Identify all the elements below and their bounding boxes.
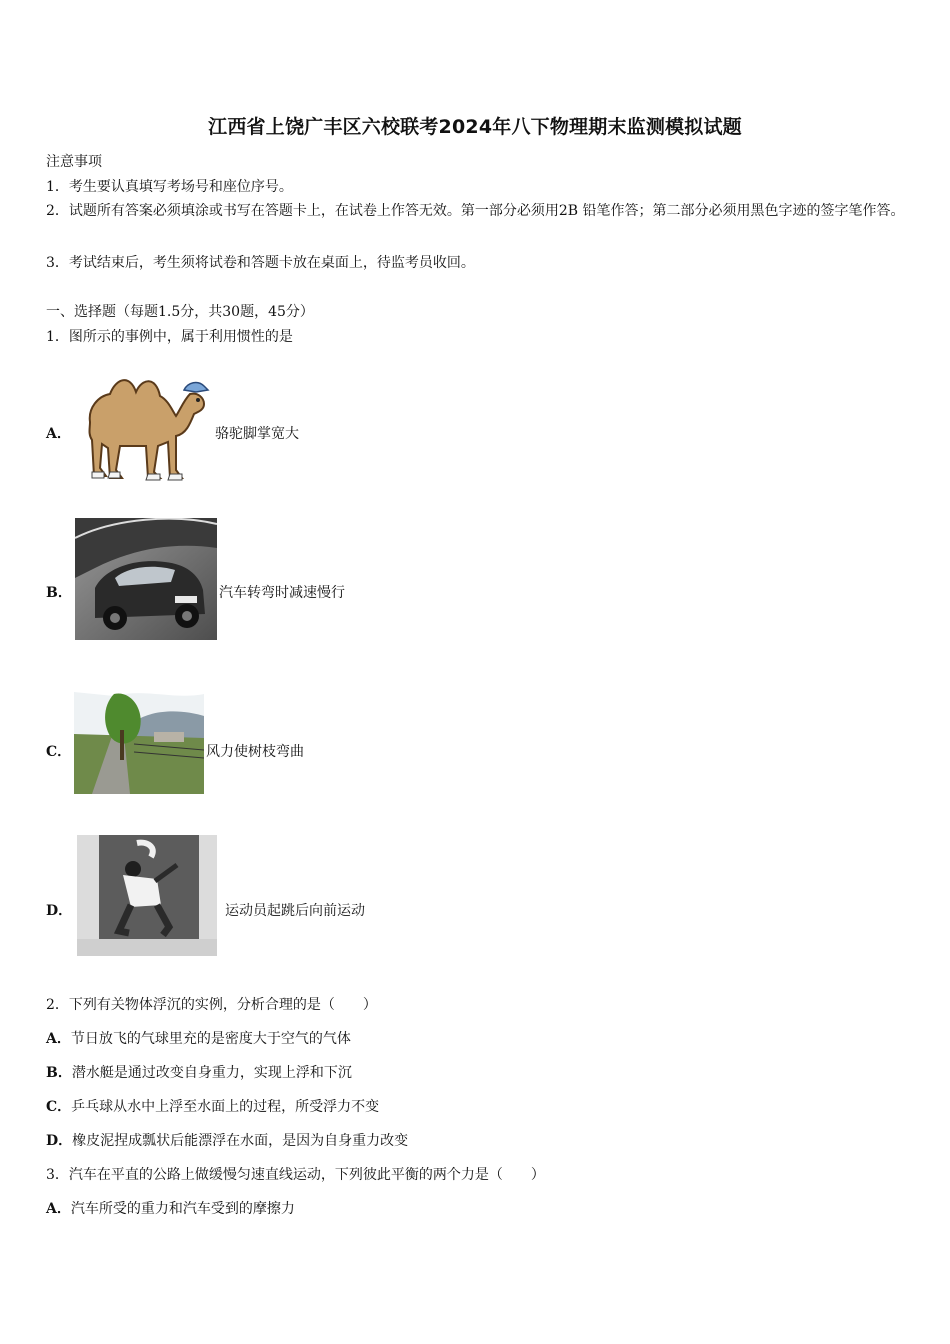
long-jump-photo-icon bbox=[77, 835, 217, 956]
q2-option-b-letter: B． bbox=[46, 1065, 72, 1081]
q1-option-c-text: 风力使树枝弯曲 bbox=[206, 744, 304, 760]
q2-option-d-letter: D． bbox=[46, 1133, 73, 1149]
q1-option-d-text: 运动员起跳后向前运动 bbox=[225, 903, 365, 919]
q1-option-b-text: 汽车转弯时减速慢行 bbox=[219, 585, 345, 601]
notice-item-1: 1．考生要认真填写考场号和座位序号。 bbox=[46, 179, 293, 195]
q1-option-b-letter: B． bbox=[46, 585, 72, 601]
q2-option-a-letter: A． bbox=[46, 1031, 71, 1047]
notice-item-3: 3．考试结束后，考生须将试卷和答题卡放在桌面上，待监考员收回。 bbox=[46, 255, 475, 271]
q1-option-a-letter: A． bbox=[46, 426, 71, 442]
q2-option-a bbox=[46, 1029, 351, 1049]
car-photo-icon bbox=[75, 518, 217, 640]
q2-option-c bbox=[46, 1097, 379, 1117]
q3-stem: 3．汽车在平直的公路上做缓慢匀速直线运动，下列彼此平衡的两个力是（ ） bbox=[46, 1167, 545, 1183]
q2-stem: 2．下列有关物体浮沉的实例，分析合理的是（ ） bbox=[46, 997, 377, 1013]
notice-heading: 注意事项 bbox=[46, 154, 102, 170]
page-title: 江西省上饶广丰区六校联考2024年八下物理期末监测模拟试题 bbox=[208, 116, 742, 138]
q1-stem: 1．图所示的事例中，属于利用惯性的是 bbox=[46, 329, 293, 345]
q3-option-a-letter: A． bbox=[46, 1201, 71, 1217]
q3-option-a bbox=[46, 1199, 295, 1219]
q2-option-c-letter: C． bbox=[46, 1099, 72, 1115]
notice-item-2: 2．试题所有答案必须填涂或书写在答题卡上，在试卷上作答无效。第一部分必须用2B 铅笔作答；第二部分必须用黑色字迹的签字笔作答。 bbox=[46, 203, 905, 219]
q2-option-d bbox=[46, 1131, 408, 1151]
q1-option-d-letter: D． bbox=[46, 903, 73, 919]
section-heading: 一、选择题（每题1.5分，共30题，45分） bbox=[46, 304, 314, 320]
q2-option-a-text: 节日放飞的气球里充的是密度大于空气的气体 bbox=[70, 1031, 351, 1047]
q1-option-a-text: 骆驼脚掌宽大 bbox=[215, 426, 299, 442]
q2-option-b-text: 潜水艇是通过改变自身重力，实现上浮和下沉 bbox=[71, 1065, 352, 1081]
q1-option-c-letter: C． bbox=[46, 744, 72, 760]
q3-option-a-text: 汽车所受的重力和汽车受到的摩擦力 bbox=[70, 1201, 295, 1217]
tree-photo-icon bbox=[74, 674, 204, 794]
q2-option-d-text: 橡皮泥捏成瓢状后能漂浮在水面，是因为自身重力改变 bbox=[72, 1133, 409, 1149]
q2-option-c-text: 乒乓球从水中上浮至水面上的过程，所受浮力不变 bbox=[71, 1099, 380, 1115]
q2-option-b bbox=[46, 1063, 352, 1083]
camel-illustration-icon bbox=[80, 360, 212, 488]
